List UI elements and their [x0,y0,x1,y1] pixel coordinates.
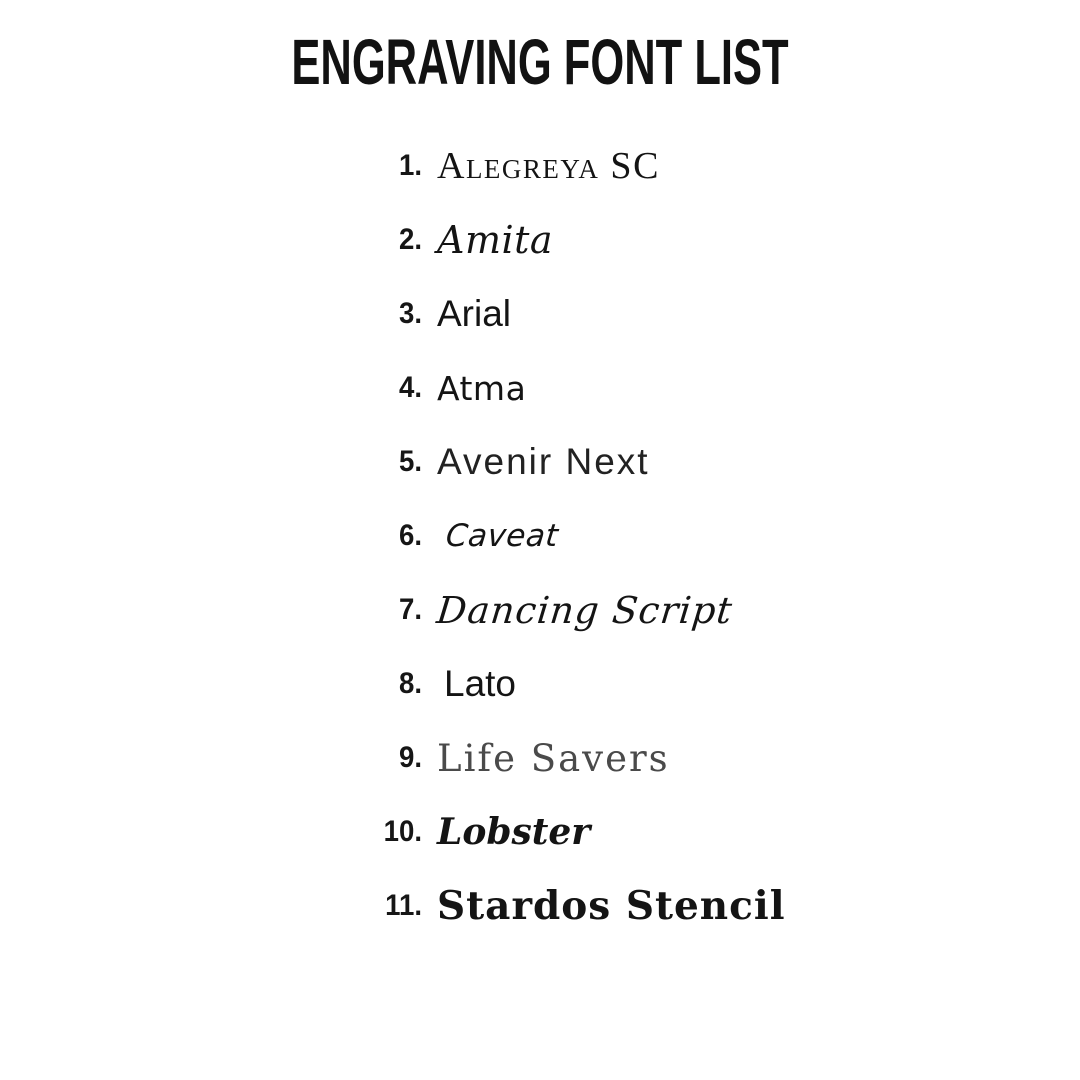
page-title: ENGRAVING FONT LIST [291,26,789,98]
list-item [340,795,900,869]
list-item [340,573,900,647]
list-item-font-name: Lobster [437,811,591,853]
list-item-number: 1. [398,149,422,182]
list-item-font-name: Life Savers [437,736,670,780]
list-item [340,351,900,425]
list-item [340,277,900,351]
list-item [340,869,900,943]
list-item-font-name: Alegreya SC [437,145,660,187]
list-item [340,425,900,499]
font-list [340,129,900,943]
list-item-number: 6. [398,519,422,552]
list-item-number: 3. [398,297,422,330]
list-item-font-name: Avenir Next [437,441,650,482]
list-item-font-name: Lato [444,663,517,704]
list-item-number: 7. [398,593,422,626]
list-item-font-name: Caveat [444,518,561,554]
list-item-font-name: Atma [437,368,527,408]
list-item-number: 9. [398,741,422,774]
list-item-font-name: Amita [437,218,554,262]
list-item-number: 11. [385,889,422,922]
list-item-number: 5. [398,445,422,478]
list-item [340,647,900,721]
list-item [340,499,900,573]
list-item [340,721,900,795]
list-item-font-name: Dancing Script [434,588,735,632]
list-item-number: 2. [398,223,422,256]
list-item [340,203,900,277]
list-item-number: 4. [398,371,422,404]
list-item-font-name: Arial [437,293,512,334]
list-item-font-name: Stardos Stencil [437,883,786,929]
list-item-number: 8. [398,667,422,700]
list-item-number: 10. [383,815,422,848]
list-item [340,129,900,203]
